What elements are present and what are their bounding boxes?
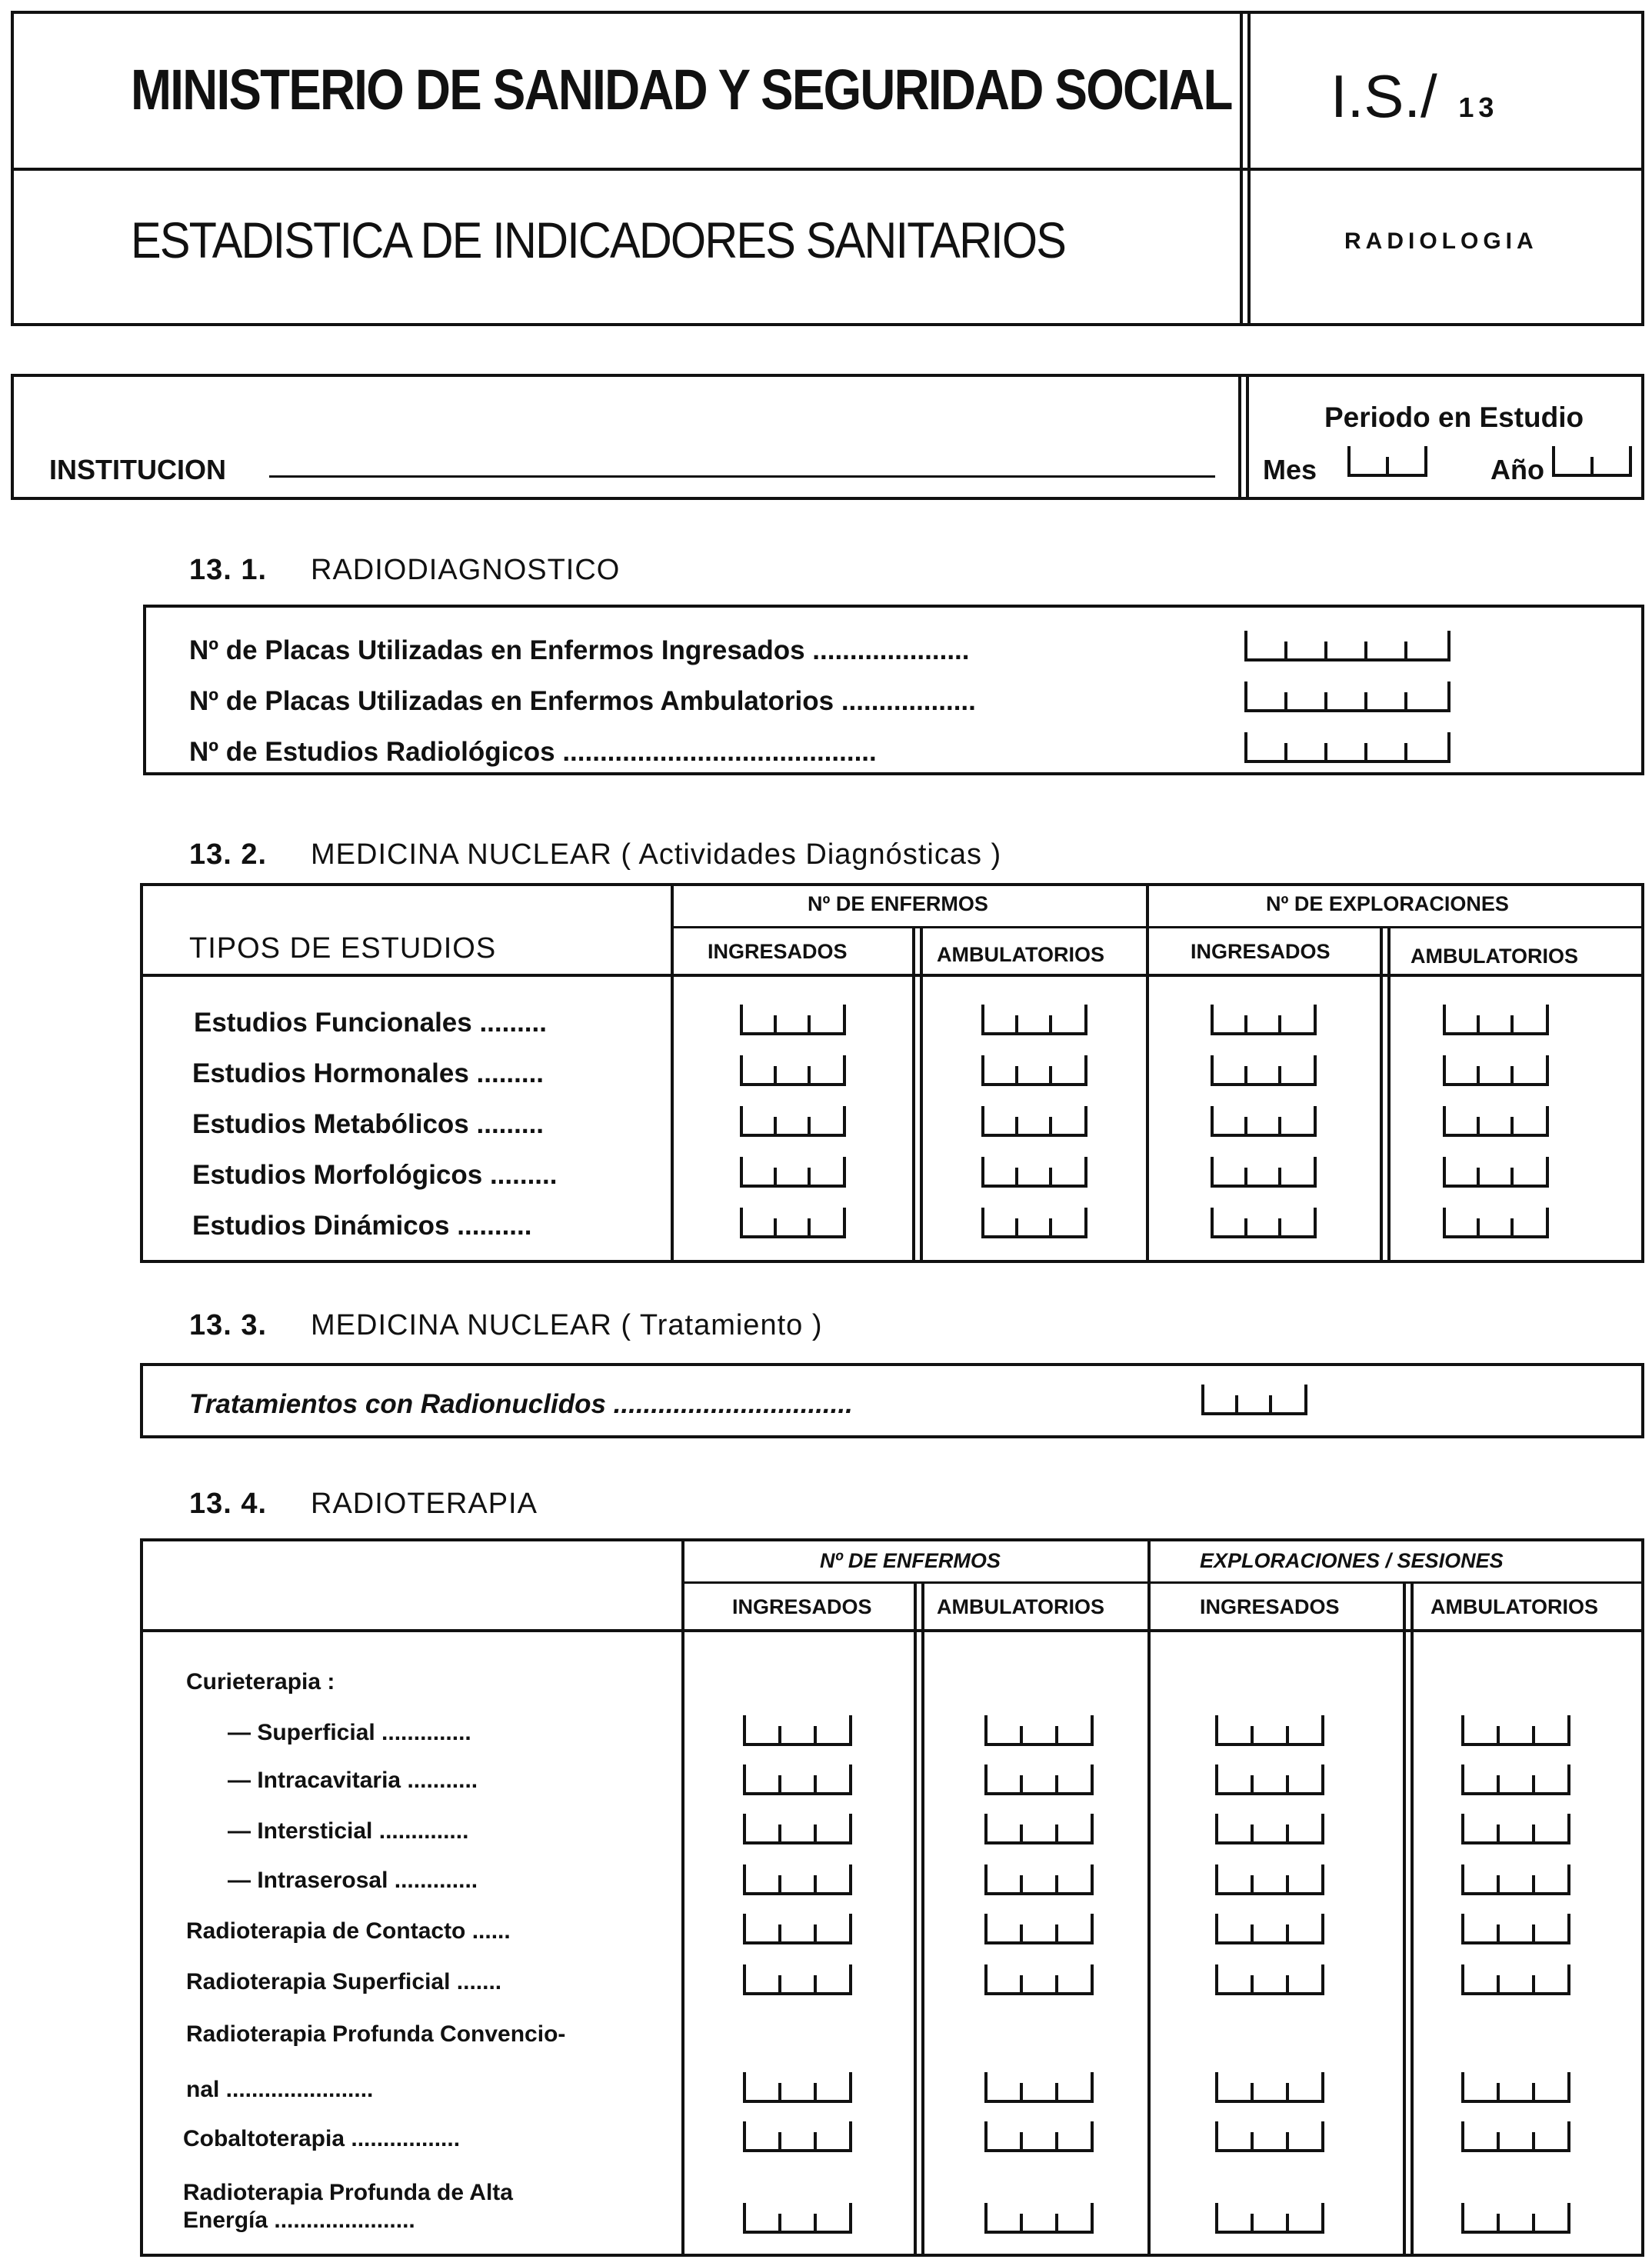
s2-input[interactable]: [1211, 1157, 1317, 1188]
header-divider: [11, 168, 1644, 171]
s2-row-metabolicos: Estudios Metabólicos .........: [192, 1109, 545, 1139]
s4-input[interactable]: [743, 2072, 852, 2103]
statistics-subtitle: ESTADISTICA DE INDICADORES SANITARIOS: [131, 212, 1066, 268]
s2-input[interactable]: [981, 1055, 1087, 1086]
s3-input[interactable]: [1201, 1385, 1307, 1415]
s4-input[interactable]: [743, 1764, 852, 1795]
institution-label: INSTITUCION: [49, 454, 226, 485]
s4-group-enfermos: Nº DE ENFERMOS: [820, 1549, 1001, 1572]
area-label: RADIOLOGIA: [1344, 228, 1538, 254]
s1-input-ingresados[interactable]: [1244, 631, 1450, 661]
header-col-divider: [1240, 11, 1243, 326]
s1-number: 13. 1.: [189, 554, 268, 586]
s2-row-hormonales: Estudios Hormonales .........: [192, 1058, 545, 1088]
s2-input[interactable]: [1211, 1005, 1317, 1035]
s4-input[interactable]: [984, 1814, 1094, 1844]
s4-input[interactable]: [1215, 1814, 1324, 1844]
s2-input[interactable]: [981, 1106, 1087, 1137]
s4-input[interactable]: [984, 1964, 1094, 1995]
s4-input[interactable]: [743, 1715, 852, 1746]
s2-input[interactable]: [740, 1005, 846, 1035]
institution-input[interactable]: [269, 475, 1215, 478]
s4-curie-heading: Curieterapia :: [186, 1669, 335, 1695]
month-input[interactable]: [1347, 446, 1427, 477]
s4-input[interactable]: [1215, 1964, 1324, 1995]
year-label: Año: [1490, 454, 1544, 485]
s4-input[interactable]: [1215, 1764, 1324, 1795]
s2-number: 13. 2.: [189, 838, 268, 871]
s4-number: 13. 4.: [189, 1488, 268, 1520]
s4-input[interactable]: [984, 1914, 1094, 1944]
s4-col-enf-ing: INGRESADOS: [732, 1595, 872, 1618]
s4-input[interactable]: [984, 2121, 1094, 2152]
s2-input[interactable]: [1443, 1157, 1549, 1188]
s1-title: RADIODIAGNOSTICO: [311, 554, 621, 586]
s2-col-enf-ing: INGRESADOS: [708, 940, 848, 963]
s4-input[interactable]: [743, 2121, 852, 2152]
s2-group-exploraciones: Nº DE EXPLORACIONES: [1266, 892, 1509, 915]
s2-input[interactable]: [981, 1208, 1087, 1238]
s3-title: MEDICINA NUCLEAR ( Tratamiento ): [311, 1309, 823, 1341]
s4-row-alta-energia-cont: Energía ......................: [183, 2208, 415, 2233]
s1-row-estudios: Nº de Estudios Radiológicos ..........................................: [189, 737, 877, 767]
s4-group-exploraciones: EXPLORACIONES / SESIONES: [1200, 1549, 1504, 1572]
s4-input[interactable]: [1461, 2203, 1570, 2234]
s4-row-profunda-convencional: Radioterapia Profunda Convencio-: [186, 2021, 566, 2047]
form-code: I.S./ 13: [1331, 62, 1499, 130]
s4-input[interactable]: [1461, 1764, 1570, 1795]
s2-col-enf-amb: AMBULATORIOS: [937, 943, 1104, 966]
s2-col-exp-amb: AMBULATORIOS: [1411, 945, 1578, 968]
s2-input[interactable]: [1211, 1208, 1317, 1238]
s4-input[interactable]: [984, 1715, 1094, 1746]
s4-row-rt-superficial: Radioterapia Superficial .......: [186, 1969, 502, 1994]
s4-row-intraserosal: — Intraserosal .............: [228, 1868, 478, 1893]
s4-input[interactable]: [984, 1764, 1094, 1795]
s2-input[interactable]: [740, 1157, 846, 1188]
month-label: Mes: [1263, 454, 1317, 485]
period-title: Periodo en Estudio: [1324, 402, 1584, 433]
s4-row-alta-energia: Radioterapia Profunda de Alta: [183, 2180, 513, 2205]
s4-row-intersticial: — Intersticial ..............: [228, 1818, 469, 1844]
s4-col-exp-amb: AMBULATORIOS: [1431, 1595, 1598, 1618]
s4-title: RADIOTERAPIA: [311, 1488, 538, 1520]
year-input[interactable]: [1552, 446, 1632, 477]
s2-types-header: TIPOS DE ESTUDIOS: [189, 932, 497, 965]
s1-row-ingresados: Nº de Placas Utilizadas en Enfermos Ingresados .....................: [189, 635, 970, 665]
s4-input[interactable]: [743, 1914, 852, 1944]
s2-input[interactable]: [1443, 1055, 1549, 1086]
s4-row-profunda-convencional-cont: nal .......................: [186, 2077, 374, 2102]
s2-input[interactable]: [1443, 1005, 1549, 1035]
s4-input[interactable]: [1215, 1864, 1324, 1895]
s4-input[interactable]: [1215, 1715, 1324, 1746]
s4-input[interactable]: [1461, 1814, 1570, 1844]
institution-box: [11, 374, 1644, 500]
s2-group-enfermos: Nº DE ENFERMOS: [808, 892, 988, 915]
s1-row-ambulatorios: Nº de Placas Utilizadas en Enfermos Ambulatorios ..................: [189, 686, 976, 716]
s2-input[interactable]: [981, 1005, 1087, 1035]
s4-input[interactable]: [743, 2203, 852, 2234]
s4-input[interactable]: [1215, 2121, 1324, 2152]
s2-input[interactable]: [1443, 1208, 1549, 1238]
s4-row-superficial: — Superficial ..............: [228, 1720, 471, 1745]
s4-row-cobaltoterapia: Cobaltoterapia .................: [183, 2126, 461, 2151]
s4-input[interactable]: [984, 1864, 1094, 1895]
form-number: 13: [1458, 92, 1499, 123]
s4-input[interactable]: [1461, 1864, 1570, 1895]
s2-input[interactable]: [1211, 1106, 1317, 1137]
s2-row-dinamicos: Estudios Dinámicos ..........: [192, 1211, 532, 1241]
s4-col-enf-amb: AMBULATORIOS: [937, 1595, 1104, 1618]
s4-input[interactable]: [984, 2072, 1094, 2103]
s4-input[interactable]: [1461, 1964, 1570, 1995]
s1-input-ambulatorios[interactable]: [1244, 681, 1450, 712]
s2-title: MEDICINA NUCLEAR ( Actividades Diagnósticas ): [311, 838, 1002, 871]
s4-row-intracavitaria: — Intracavitaria ...........: [228, 1768, 478, 1793]
s4-input[interactable]: [1461, 1914, 1570, 1944]
s4-input[interactable]: [1461, 2121, 1570, 2152]
s4-input[interactable]: [743, 1814, 852, 1844]
s2-input[interactable]: [1211, 1055, 1317, 1086]
s4-input[interactable]: [1215, 1914, 1324, 1944]
s4-col-exp-ing: INGRESADOS: [1200, 1595, 1340, 1618]
s2-input[interactable]: [740, 1106, 846, 1137]
ministry-title: MINISTERIO DE SANIDAD Y SEGURIDAD SOCIAL: [131, 58, 1232, 122]
s3-number: 13. 3.: [189, 1309, 268, 1341]
s2-col-exp-ing: INGRESADOS: [1191, 940, 1331, 963]
s2-input[interactable]: [740, 1208, 846, 1238]
s4-input[interactable]: [1215, 2203, 1324, 2234]
s4-row-contacto: Radioterapia de Contacto ......: [186, 1918, 511, 1944]
s4-input[interactable]: [743, 1964, 852, 1995]
s2-input[interactable]: [1443, 1106, 1549, 1137]
s2-row-morfologicos: Estudios Morfológicos .........: [192, 1160, 558, 1190]
s2-input[interactable]: [740, 1055, 846, 1086]
s2-input[interactable]: [981, 1157, 1087, 1188]
s4-input[interactable]: [1215, 2072, 1324, 2103]
s3-row-tratamientos: Tratamientos con Radionuclidos ................................: [189, 1389, 853, 1419]
s4-input[interactable]: [1461, 1715, 1570, 1746]
s2-row-funcionales: Estudios Funcionales .........: [194, 1008, 547, 1038]
s4-input[interactable]: [984, 2203, 1094, 2234]
s4-input[interactable]: [743, 1864, 852, 1895]
s4-input[interactable]: [1461, 2072, 1570, 2103]
s1-input-estudios[interactable]: [1244, 732, 1450, 763]
